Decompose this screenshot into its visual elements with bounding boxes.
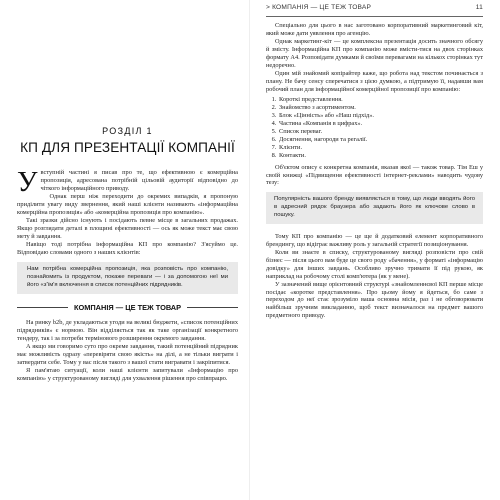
subhead-row (17, 303, 238, 313)
running-head-rule (266, 16, 483, 17)
running-head-title: > КОМПАНІЯ — ЦЕ ТЕЖ ТОВАР (266, 4, 372, 11)
intro-text: вступній частині я писав про те, що ефективною є комерційна пропозиція, адресована потрібній цільовій аудиторії відповідно до чіткого інформаційного приводу. (40, 169, 238, 192)
body-paragraph: Однак маркетинг-кіт — це комплексна презентація досить значного обсягу й змісту. Інформаційна КП про компанію може вмісти-тися на двох сторінках формату А4. Розповідати думками й своїми перевагами на кількох сторінках тут недоречно. (266, 37, 483, 69)
running-head (266, 4, 483, 14)
section-label: РОЗДІЛ 1 (102, 126, 153, 136)
body-paragraph: Спеціально для цього в нас заготовано корпоративний маркетинговий кіт, який може дати уявлення про агенцію. (266, 22, 483, 37)
body-paragraph: Коли ви знаєте в списку, структурованому вигляді розповісти про свій бізнес — після цього вам буде це свого роду «бачення», у форматі «інформацію довідку» для інших завдань. Особливо зручно тримати її під рукою, як наприклад на робочому столі комп'ютера (як у мене). (266, 248, 483, 280)
plan-list (266, 96, 483, 160)
right-page (250, 0, 500, 500)
list-item: 2. Знайомство з асортиментом. (278, 104, 483, 112)
body-paragraph: Я пам'ятаю ситуації, коли наші клієнти запитували «Інформацію про компанію» у структурованому вигляді для ухвалення рішення про співпрацю. (17, 366, 238, 382)
list-item: 4. Частина «Компанія в цифрах». (278, 120, 483, 128)
subhead-rule-left (17, 307, 68, 308)
subhead-title: КОМПАНІЯ — ЦЕ ТЕЖ ТОВАР (73, 303, 182, 313)
body-paragraph: Такі зразки дійсно існують і посідають певне місце в загальних продажах. Якщо розглядати деталі в площині ефективності — ось як може текст має свою мету й завдання. (17, 216, 238, 240)
list-item: 6. Досягнення, нагороди та регалії. (278, 136, 483, 144)
list-item: 5. Список переваг. (278, 128, 483, 136)
subhead-rule-right (187, 307, 238, 308)
body-paragraph: На ринку b2b, де укладаються угоди на великі бюджети, «список потенційних підрядників» є нормою. Він відділяється так як таке організації конкретного тендеру, так і за потреби термінового розширення окремого завдання. (17, 318, 238, 342)
book-quote-box: Популярність вашого бренду виявляється в тому, що люди вводять його в адресний рядок браузера або задають його як ключове слово в пошуку. (266, 192, 483, 223)
list-item: 8. Контакти. (278, 152, 483, 160)
list-item: 3. Блок «Цінність» або «Наш підхід». (278, 112, 483, 120)
page-number: 11 (475, 4, 483, 11)
intro-paragraph (17, 166, 238, 198)
list-item: 7. Клієнти. (278, 144, 483, 152)
body-paragraph: Тому КП про компанію — це ще й додатковий елемент корпоративного брендингу, що відіграє важливу роль у загальній стратегії позиціонування. (266, 232, 483, 248)
body-paragraph: Навіщо тоді потрібна інформаційна КП про компанію? З'ясуймо це. Відповідаю словами одного з наших клієнтів: (17, 240, 238, 256)
drop-cap: У (17, 166, 38, 198)
client-quote-box: Нам потрібна комерційна пропозиція, яка розповість про компанію, познайомить із продуктом, покаже переваги — і за допомогою неї ми його «з'їм'я включення в список потенційних підрядників. (17, 262, 238, 293)
body-paragraph: У зазначений вище орієнтовний структурі «знайомленнєвої КП перше місце посідає «коротке представлення». Про цьому йому я йдеться, бо саме з переходом до неї стає зрозуміло ваша основна місія, раз і не обговорювати найбільш зручним викладанню, щоб текст визначалося на предмет вашого предметного приводу. (266, 280, 483, 320)
chapter-title: КП ДЛЯ ПРЕЗЕНТАЦІЇ КОМПАНІЇ (20, 140, 235, 155)
body-paragraph: Один мій знайомий копірайтер каже, що робота над текстом починається з плану. Не бачу сенсу сперечатися з цією думкою, а підтримую її, надавши вам робочий план для інформаційної комерційної пропозиції про компанію: (266, 69, 483, 93)
body-paragraph: Однак перш ніж переходити до окремих випадків, я пропоную приділити увагу виду звернення, який наші клієнти називають «інформаційна комерційна пропозиція» або «комерційна пропозиція про компанію». (17, 192, 238, 216)
body-paragraph: А якщо ми говоримо суто про окреме завдання, такий потенційний підрядник має можливість одразу «перевіряти свою якість» на ділі, а не тільки виграти і затвердити себе. Тому у вас після такого з вашої стати вигравати і закріпитися. (17, 342, 238, 366)
list-item: 1. Короткі представлення. (278, 96, 483, 104)
body-paragraph: Об'єктом опису є конкретна компанія, вказав якої — також товар. Тім Еш у своїй книжці «Підвищення ефективності інтернет-реклами» наводить чудову тезу: (266, 163, 483, 187)
